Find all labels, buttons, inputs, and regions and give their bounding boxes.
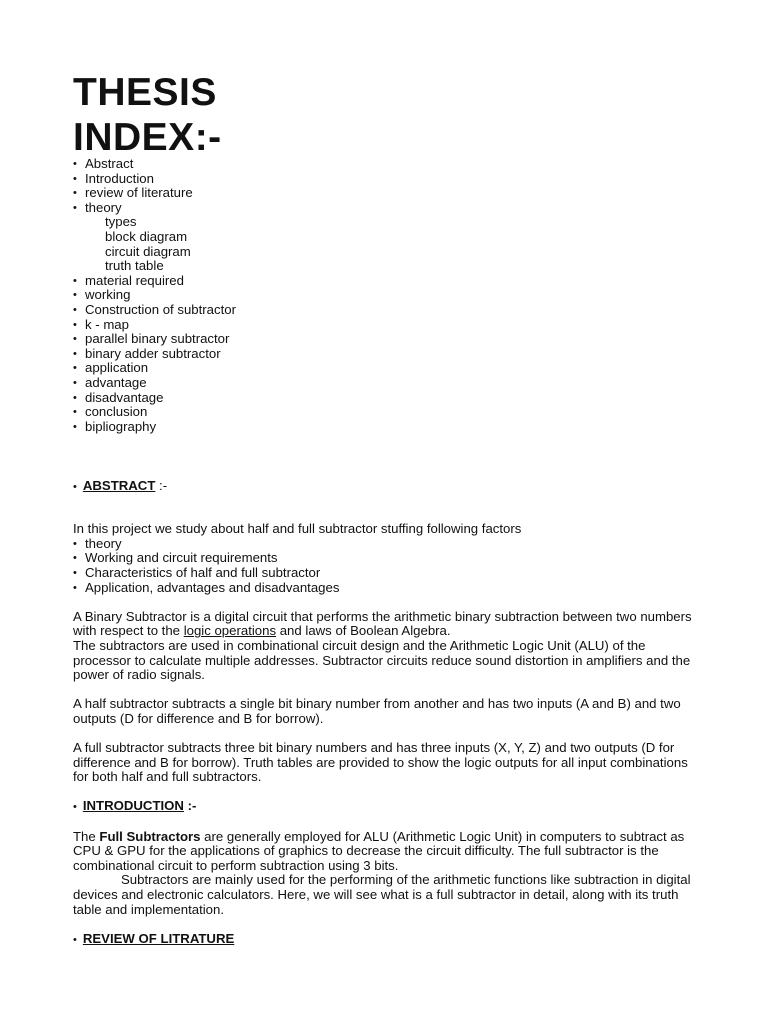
abstract-factor-list <box>73 537 703 595</box>
review-heading <box>73 932 703 948</box>
index-item: • conclusion <box>73 405 236 420</box>
bullet-icon: • <box>73 481 77 493</box>
index-subitem: circuit diagram <box>105 243 191 259</box>
introduction-heading-suffix: :- <box>183 798 197 814</box>
index-item: • working <box>73 288 236 303</box>
abstract-paragraph-1b: The subtractors are used in combinational circuit design and the Arithmetic Logic Unit (ALU) of the processor to calculate multiple addresses. Subtractor circuits reduce sound distortion in amplifiers and the power of radio signals. <box>73 637 691 683</box>
abstract-intro: In this project we study about half and full subtractor stuffing following factors <box>73 521 522 537</box>
index-list <box>73 157 236 434</box>
index-item: • advantage <box>73 376 236 391</box>
abstract-heading <box>73 479 703 495</box>
index-item: • review of literature <box>73 186 236 201</box>
index-item: • Abstract <box>73 157 236 172</box>
index-item: • disadvantage <box>73 391 236 406</box>
intro-p1-text-end: are generally employed for ALU (Arithmetic Logic Unit) in computers to subtract as CPU & GPU for the applications of graphics to decrease the circuit difficulty. The full subtractor is the combinational circuit to perform subtraction using 3 bits. <box>73 828 685 873</box>
introduction-heading <box>73 799 703 815</box>
intro-p1-text: The <box>73 828 100 844</box>
abstract-paragraph-1 <box>73 610 703 639</box>
index-subitem: truth table <box>105 258 164 274</box>
abstract-heading-suffix: :- <box>155 478 168 493</box>
index-item: • application <box>73 361 236 376</box>
abstract-p1-text: A Binary Subtractor is a digital circuit that performs the arithmetic binary subtraction between two numbers with respect to the <box>73 608 692 639</box>
abstract-factor: • theory <box>73 537 703 552</box>
bullet-icon: • <box>73 801 77 814</box>
index-subitem: block diagram <box>105 228 188 244</box>
introduction-paragraph-2 <box>73 873 703 917</box>
index-item: • k - map <box>73 318 236 333</box>
title-line-2: INDEX:- <box>73 116 222 159</box>
full-subtractors-term: Full Subtractors <box>99 828 201 844</box>
logic-operations-link[interactable]: logic operations <box>183 623 277 639</box>
introduction-heading-text: INTRODUCTION <box>82 798 184 814</box>
review-heading-text: REVIEW OF LITRATURE <box>82 930 235 946</box>
index-item: • Introduction <box>73 172 236 187</box>
index-item: • theory <box>73 201 236 216</box>
introduction-paragraph-1 <box>73 830 703 874</box>
title-line-1: THESIS <box>73 71 217 114</box>
abstract-factor: • Working and circuit requirements <box>73 551 703 566</box>
index-item: • material required <box>73 274 236 289</box>
index-item: • parallel binary subtractor <box>73 332 236 347</box>
abstract-heading-text: ABSTRACT <box>82 478 156 493</box>
bullet-icon: • <box>73 933 77 946</box>
abstract-paragraph-2: A half subtractor subtracts a single bit binary number from another and has two inputs (A and B) and two outputs (D for difference and B for borrow). <box>73 696 681 726</box>
abstract-factor: • Characteristics of half and full subtractor <box>73 566 703 581</box>
abstract-p1-text-end: and laws of Boolean Algebra. <box>276 623 451 639</box>
intro-p2-text: Subtractors are mainly used for the performing of the arithmetic functions like subtraction in digital devices and electronic calculators. Here, we will see what is a full subtractor in detail, along with its truth table and implementation. <box>73 872 691 917</box>
index-subitem: types <box>105 214 137 230</box>
index-item: • Construction of subtractor <box>73 303 236 318</box>
abstract-factor: • Application, advantages and disadvantages <box>73 581 703 596</box>
document-body <box>73 479 703 947</box>
page-title <box>73 70 222 160</box>
index-item: • bipliography <box>73 420 236 435</box>
index-item: • binary adder subtractor <box>73 347 236 362</box>
abstract-paragraph-3: A full subtractor subtracts three bit binary numbers and has three inputs (X, Y, Z) and two outputs (D for difference and B for borrow). Truth tables are provided to show the logic outputs for all input combinations for both half and full subtractors. <box>73 740 688 785</box>
